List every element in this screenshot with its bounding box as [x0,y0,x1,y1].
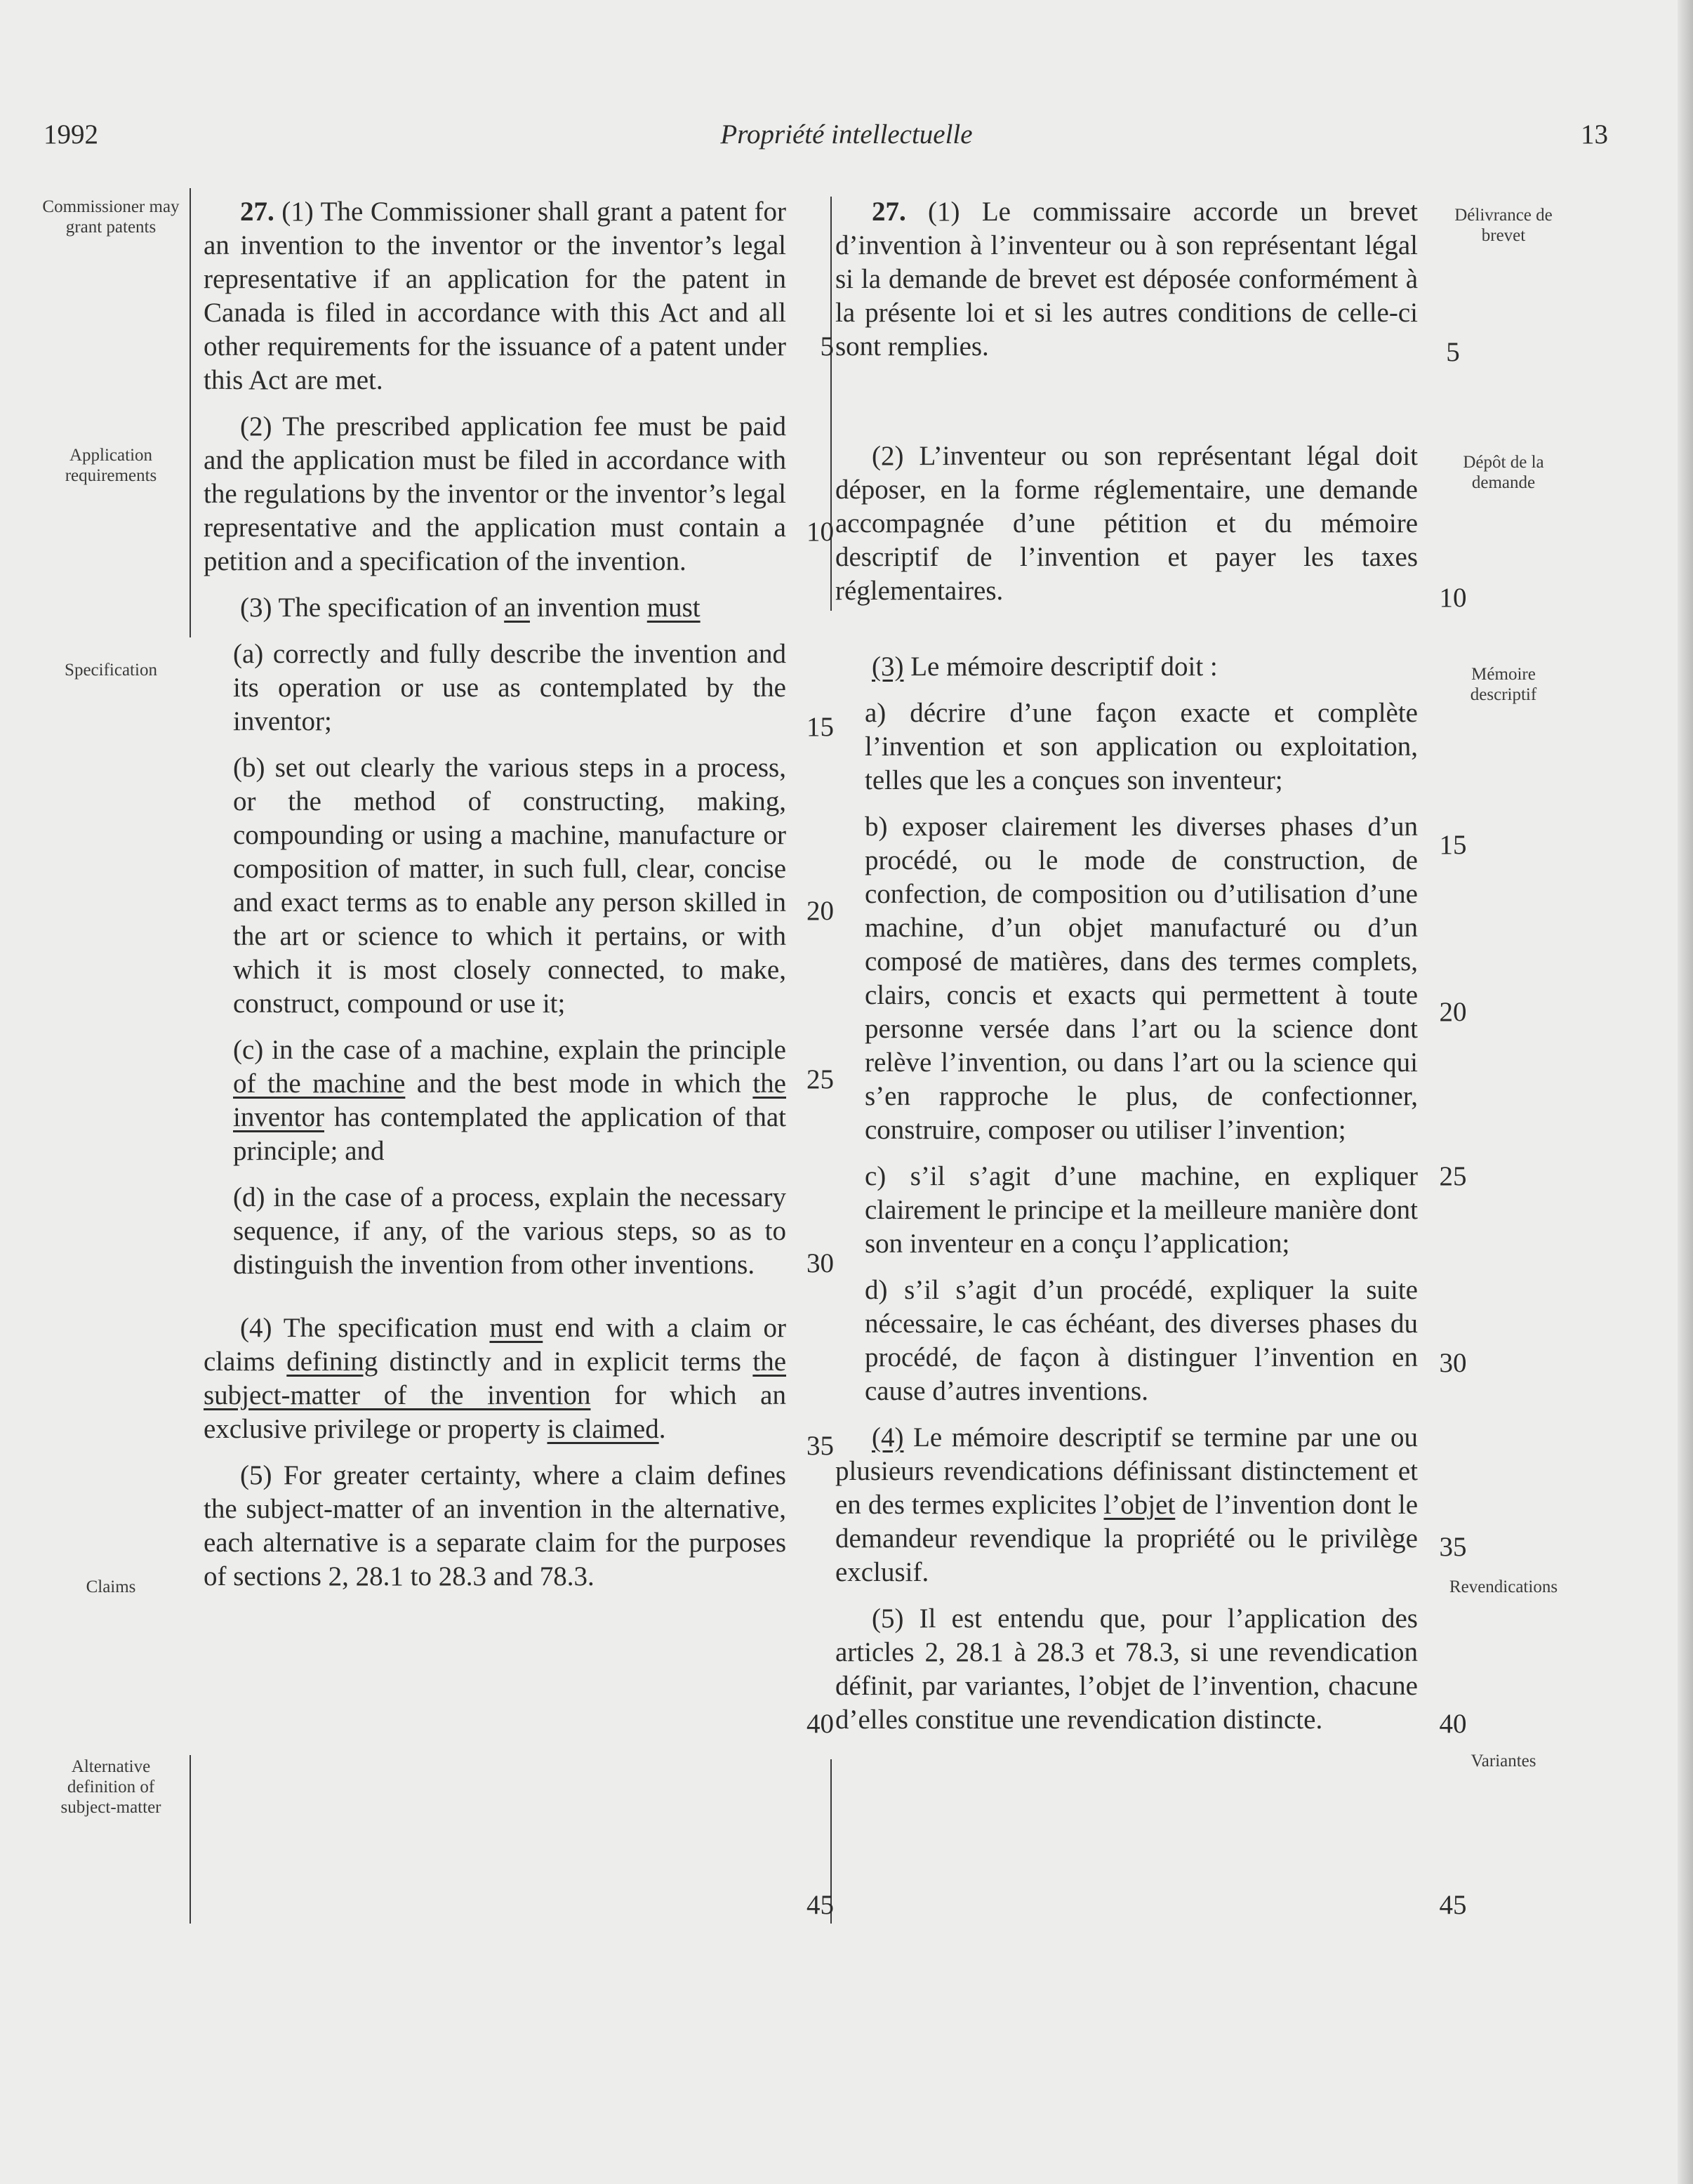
en-s4-1: (4) The specification [240,1313,490,1343]
fr-subsection-1 [835,195,1418,364]
en-s3-c: invention [529,593,647,623]
en-section-number: 27. [240,197,274,227]
en-s4-7: for which an exclusive privilege or property [204,1380,786,1444]
fr-section-number: 27. [872,197,906,227]
fr-subsection-5: (5) Il est entendu que, pour l’application des articles 2, 28.1 à 28.3 et 78.3, si une revendication définit, par variantes, l’objet de l’invention, chacune d’elles constitue une revendication distincte. [835,1603,1418,1735]
header-year: 1992 [44,119,98,150]
fr-subsection-2: (2) L’inventeur ou son représentant légal doit déposer, en la forme réglementaire, une demande accompagnée d’une pétition et du mémoire descriptif de l’invention et payer les taxes réglementaires. [835,441,1418,606]
en-s3-d: must [646,593,701,623]
en-s4-9: . [658,1414,666,1444]
page-number: 13 [1581,119,1608,150]
fr-s1-text: (1) Le commissaire accorde un brevet d’invention à l’inventeur ou à son représentant légal si la demande de brevet est déposée conformément à la présente loi et si les autres conditions de celle-ci sont remplies. [835,197,1418,362]
fr-s4-4: de l’invention dont le demandeur revendique la propriété ou le privilège exclusif. [835,1490,1419,1587]
line-number-fr: 45 [1439,1890,1467,1920]
fr-subsection-3 [835,650,1418,684]
line-number-fr: 30 [1439,1348,1467,1378]
en-s3-b: an [504,593,530,623]
en-paragraph-c [204,1033,786,1168]
en-s3-a: (3) The specification of [240,593,505,623]
margin-note-alternative: Alternative definition of subject-matter [60,1757,161,1817]
fr-paragraph-a: a) décrire d’une façon exacte et complète l’invention et son application ou exploitation, telles que les a conçues son inventeur; [865,698,1418,795]
en-c-3: and the best mode in which [405,1068,753,1099]
fr-paragraph-c: c) s’il s’agit d’une machine, en expliquer clairement le principe et la meilleure manière dont son inventeur en a conçu l’application; [865,1161,1418,1259]
margin-note-revendications: Revendications [1449,1577,1558,1596]
fr-subsection-4 [835,1421,1418,1589]
en-s4-5: distinctly and in explicit terms [378,1346,753,1377]
line-number-fr: 15 [1439,830,1467,860]
line-number-en: 35 [806,1431,834,1461]
line-number-fr: 5 [1446,337,1460,367]
en-subsection-4 [204,1311,786,1446]
line-number-en: 5 [820,331,834,362]
en-s4-3: end with a claim or claims [204,1313,786,1377]
page-edge [1678,0,1693,2184]
margin-note-claims: Claims [86,1577,136,1596]
fr-s4-2: Le mémoire descriptif se termine par une ou plusieurs revendications définissant distinctement et en des termes explicites [835,1422,1418,1520]
margin-note-specification: Specification [65,661,157,680]
line-number-en: 45 [806,1890,834,1920]
amendment-bar-en-1 [190,188,191,637]
line-number-fr: 10 [1439,583,1467,613]
amendment-bar-en-2 [190,1755,191,1924]
line-number-en: 20 [806,896,834,926]
en-s4-2: must [489,1313,543,1343]
en-c-5: has contemplated the application of that principle; and [233,1102,786,1166]
en-paragraph-d: (d) in the case of a process, explain the necessary sequence, if any, of the various steps, so as to distinguish the invention from other inventions. [233,1182,786,1280]
en-paragraph-b: (b) set out clearly the various steps in a process, or the method of constructing, making, compounding or using a machine, manufacture or composition of matter, in such full, clear, concise and exact terms as to enable any person skilled in the art or science to which it pertains, or with which it is most closely connected, to make, construct, compound or use it; [233,753,786,1019]
margin-note-delivrance: Délivrance de brevet [1454,206,1553,245]
en-paragraph-a: (a) correctly and fully describe the invention and its operation or use as contemplated by the inventor; [233,639,786,736]
line-number-en: 30 [806,1248,834,1278]
french-column [835,195,1418,1749]
margin-note-variantes: Variantes [1470,1752,1536,1771]
fr-s3-b: Le mémoire descriptif doit : [903,651,1218,682]
en-s4-6: the subject-matter of the invention [204,1346,787,1410]
margin-note-commissioner: Commissioner may grant patents [42,197,180,237]
fr-s4-3: l’objet [1103,1490,1176,1520]
line-number-fr: 35 [1439,1532,1467,1562]
line-number-en: 40 [806,1709,834,1739]
en-c-4: the inventor [233,1068,786,1132]
en-c-1: (c) in the case of a machine, explain the principle [233,1035,786,1065]
en-c-2: of the machine [233,1068,406,1099]
fr-paragraph-b: b) exposer clairement les diverses phases d’un procédé, ou le mode de construction, de confection, de composition ou d’utilisation d’une machine, d’un objet manufacturé ou d’un composé de matières, dans des termes complets, clairs, concis et exacts qui permettent à toute personne versée dans l’art ou la science dont relève l’invention, ou dans l’art ou la science qui s’en rapproche le plus, de confectionner, construire, composer ou utiliser l’invention; [865,812,1418,1145]
margin-note-application: Application requirements [65,446,157,485]
fr-s4-1: (4) [872,1422,904,1452]
fr-paragraph-d: d) s’il s’agit d’un procédé, expliquer la suite nécessaire, le cas échéant, des diverses phases du procédé, de façon à distinguer l’invention en cause d’autres inventions. [865,1275,1418,1406]
line-number-en: 10 [806,517,834,547]
line-number-en: 15 [806,712,834,742]
en-subsection-1 [204,195,786,397]
margin-note-depot: Dépôt de la demande [1463,453,1544,492]
en-subsection-5: (5) For greater certainty, where a claim defines the subject-matter of an invention in the alternative, each alternative is a separate claim for the purposes of sections 2, 28.1 to 28.3 and 78.3. [204,1460,786,1591]
line-number-fr: 20 [1439,997,1467,1027]
fr-s3-a: (3) [872,651,904,682]
line-number-fr: 25 [1439,1161,1467,1191]
margin-note-memoire: Mémoire descriptif [1470,665,1537,704]
header-title: Propriété intellectuelle [720,119,973,150]
en-subsection-2: (2) The prescribed application fee must be paid and the application must be filed in accordance with the regulations by the inventor or the inventor’s legal representative and the application must contain a petition and a specification of the invention. [204,411,786,576]
line-number-fr: 40 [1439,1709,1467,1739]
en-s4-8: is claimed [547,1414,659,1444]
en-s1-text: (1) The Commissioner shall grant a patent for an invention to the inventor or the inventor’s legal representative if an application for the patent in Canada is filed in accordance with this Act and all other requirements for the issuance of a patent under this Act are met. [204,197,786,395]
english-column [204,195,786,1606]
en-subsection-3 [204,591,786,625]
en-s4-4: defining [286,1346,378,1377]
line-number-en: 25 [806,1064,834,1094]
